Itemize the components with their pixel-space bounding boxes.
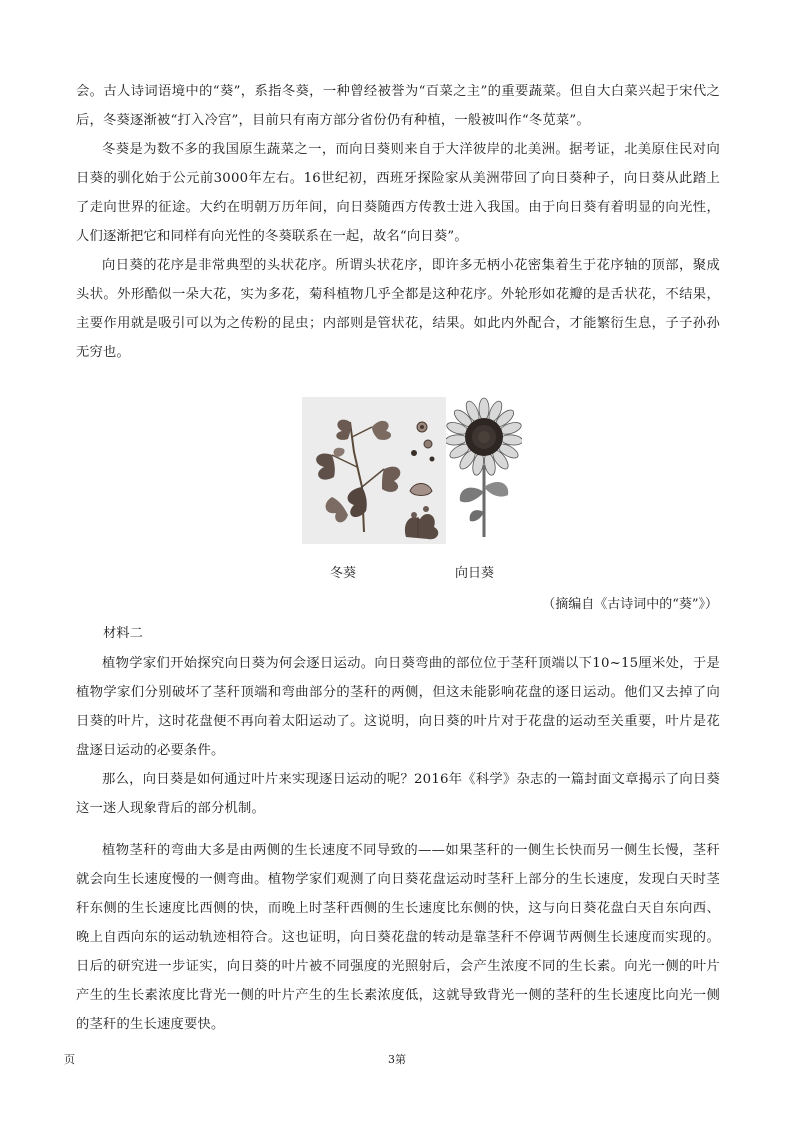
paragraph-5: 那么，向日葵是如何通过叶片来实现逐日运动的呢？2016年《科学》杂志的一篇封面文章揭示了向日葵这一迷人现象背后的部分机制。 <box>76 772 720 816</box>
source-citation: （摘编自《古诗词中的“葵”》） <box>542 597 718 612</box>
footer-page-label: 页 <box>64 1053 75 1066</box>
paragraph-6: 植物茎秆的弯曲大多是由两侧的生长速度不同导致的——如果茎秆的一侧生长快而另一侧生长慢，茎秆就会向生长速度慢的一侧弯曲。植物学家们观测了向日葵花盘运动时茎秆上部分的生长速度，发现白天时茎秆东侧的生长速度比西侧的快，而晚上时茎秆西侧的生长速度比东侧的快，这与向日葵花盘白天自东向西、晚上自西向东的运动轨迹相符合。这也证明，向日葵花盘的转动是靠茎秆不停调节两侧生长速度而实现的。日后的研究进一步证实，向日葵的叶片被不同强度的光照射后，会产生浓度不同的生长素。向光一侧的叶片产生的生长素浓度比背光一侧的叶片产生的生长素浓度低，这就导致背光一侧的茎秆的生长速度比向光一侧的茎秆的生长速度要快。 <box>76 843 720 1032</box>
footer-page-number: 3第 <box>388 1053 406 1066</box>
sunflower-illustration <box>446 397 522 544</box>
paragraph-3: 向日葵的花序是非常典型的头状花序。所谓头状花序，即许多无柄小花密集着生于花序轴的顶部，聚成头状。外形酷似一朵大花，实为多花，菊科植物几乎全都是这种花序。外轮形如花瓣的是舌状花，不结果，主要作用就是吸引可以为之传粉的昆虫；内部则是管状花，结果。如此内外配合，才能繁衍生息，子子孙孙无穷也。 <box>76 258 720 360</box>
section-title: 材料二 <box>103 626 143 641</box>
figure-caption-winter-mallow: 冬葵 <box>330 566 357 581</box>
paragraph-4: 植物学家们开始探究向日葵为何会逐日运动。向日葵弯曲的部位位于茎秆顶端以下10~15厘米处，于是植物学家们分别破坏了茎秆顶端和弯曲部分的茎秆的两侧，但这未能影响花盘的逐日运动。他们又去掉了向日葵的叶片，这时花盘便不再向着太阳运动了。这说明，向日葵的叶片对于花盘的运动至关重要，叶片是花盘逐日运动的必要条件。 <box>76 656 720 758</box>
winter-mallow-illustration <box>302 397 446 544</box>
paragraph-2: 冬葵是为数不多的我国原生蔬菜之一，而向日葵则来自于大洋彼岸的北美洲。据考证，北美原住民对向日葵的驯化始于公元前3000年左右。16世纪初，西班牙探险家从美洲带回了向日葵种子，向日葵从此踏上了走向世界的征途。大约在明朝万历年间，向日葵随西方传教士进入我国。由于向日葵有着明显的向光性，人们逐渐把它和同样有向光性的冬葵联系在一起，故名“向日葵”。 <box>76 142 720 244</box>
figure-caption-sunflower: 向日葵 <box>455 566 495 581</box>
paragraph-1: 会。古人诗词语境中的“葵”，系指冬葵，一种曾经被誉为“百菜之主”的重要蔬菜。但自大白菜兴起于宋代之后，冬葵逐渐被“打入冷宫”，目前只有南方部分省份仍有种植，一般被叫作“冬苋菜”。 <box>76 84 720 128</box>
